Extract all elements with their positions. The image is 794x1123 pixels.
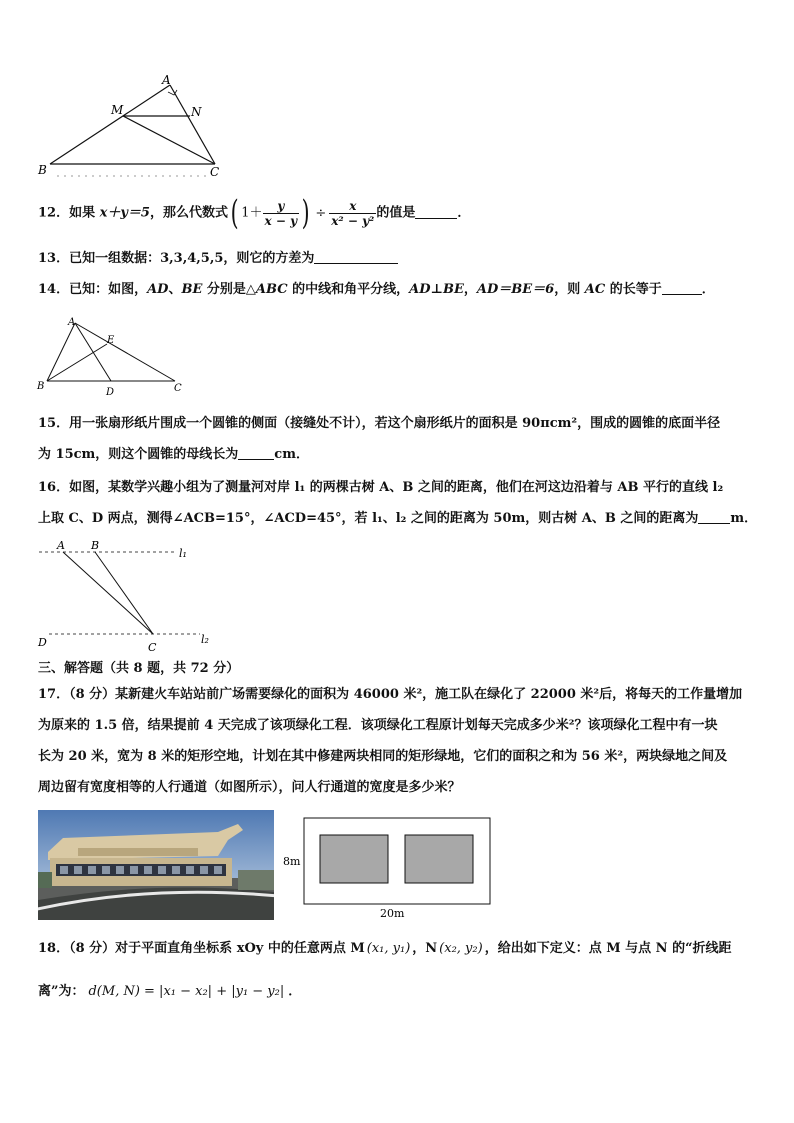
fig16-label-l2: l₂ — [201, 633, 209, 646]
train-station-photo — [38, 810, 274, 920]
label-n: N — [191, 105, 202, 119]
plot-diagram — [282, 815, 494, 923]
fig14-label-e: E — [107, 335, 115, 346]
fig14-label-b: B — [37, 381, 45, 392]
question-17-line-4: 周边留有宽度相等的人行通道（如图所示），问人行通道的宽度是多少米？ — [38, 780, 461, 795]
triangle-figure-top — [35, 70, 235, 180]
question-17-line-1: 17．（8 分）某新建火车站站前广场需要绿化的面积为 46000 米²，施工队在绿化了 22000 米²后，将每天的工作量增加 — [38, 687, 743, 702]
label-m: M — [111, 103, 124, 117]
figure-16 — [35, 535, 225, 657]
fraction-2: $\frac{x}{\text{x² − y²}}$ — [331, 198, 375, 228]
question-15-line-1: 15．用一张扇形纸片围成一个圆锥的侧面（接缝处不计），若这个扇形纸片的面积是 90πcm²，围成的圆锥的底面半径 — [38, 416, 721, 431]
green-plot-left — [320, 835, 388, 883]
height-label: 8m — [283, 855, 301, 868]
question-17-line-2: 为原来的 1.5 倍，结果提前 4 天完成了该项绿化工程．该项绿化工程原计划每天完成多少米²？该项绿化工程中有一块 — [38, 718, 718, 733]
fig16-label-c: C — [148, 641, 157, 654]
section-3-heading: 三、解答题（共 8 题，共 72 分） — [38, 661, 240, 676]
width-label: 20m — [380, 907, 405, 920]
label-c: C — [210, 165, 220, 179]
question-13: 13．已知一组数据：3,3,4,5,5，则它的方差为 — [38, 250, 398, 268]
fraction-1: $\frac{y}{x - y}$ — [264, 198, 298, 228]
label-a: A — [162, 73, 171, 87]
figure-14 — [35, 315, 195, 397]
distance-formula: d(M, N) = |x₁ − x₂| + |y₁ − y₂| — [88, 984, 285, 999]
question-17-line-3: 长为 20 米，宽为 8 米的矩形空地，计划在其中修建两块相同的矩形绿地，它们的面积之和为 56 米²，两块绿地之间及 — [38, 749, 728, 764]
label-b: B — [38, 163, 47, 177]
question-14: 14．已知：如图，AD、BE 分别是△ABC 的中线和角平分线，AD⊥BE，AD＝BE＝6，则 AC 的长等于 ． — [38, 282, 715, 297]
question-16-line-1: 16．如图，某数学兴趣小组为了测量河对岸 l₁ 的两棵古树 A、B 之间的距离，他们在河这边沿着与 AB 平行的直线 l₂ — [38, 480, 724, 495]
question-16-line-2: 上取 C、D 两点，测得∠ACB=15°，∠ACD=45°，若 l₁、l₂ 之间的距离为 50m，则古树 A、B 之间的距离为 m． — [38, 511, 758, 526]
question-18-line-2: 离”为： d(M, N) = |x₁ − x₂| + |y₁ − y₂| ． — [38, 984, 302, 999]
fig16-label-a: A — [57, 539, 65, 552]
fig16-label-d: D — [38, 636, 47, 649]
green-plot-right — [405, 835, 473, 883]
fig16-label-b: B — [91, 539, 100, 552]
fig14-label-a: A — [68, 317, 76, 328]
fig14-label-d: D — [106, 387, 115, 397]
fig14-label-c: C — [174, 383, 182, 394]
question-15-line-2: 为 15cm，则这个圆锥的母线长为 cm． — [38, 447, 309, 462]
fig16-label-l1: l₁ — [179, 547, 187, 560]
question-12: 12．如果 x＋y＝5，那么代数式( 1＋ $\frac{y}{x - y}$ ) ÷ $\frac{x}{\text{x² − y²}}$ 的值是 ． — [38, 193, 471, 233]
question-18-line-1: 18．（8 分）对于平面直角坐标系 xOy 中的任意两点 M (x₁, y₁) ，N (x₂, y₂) ，给出如下定义：点 M 与点 N 的“折线距 — [38, 941, 732, 956]
